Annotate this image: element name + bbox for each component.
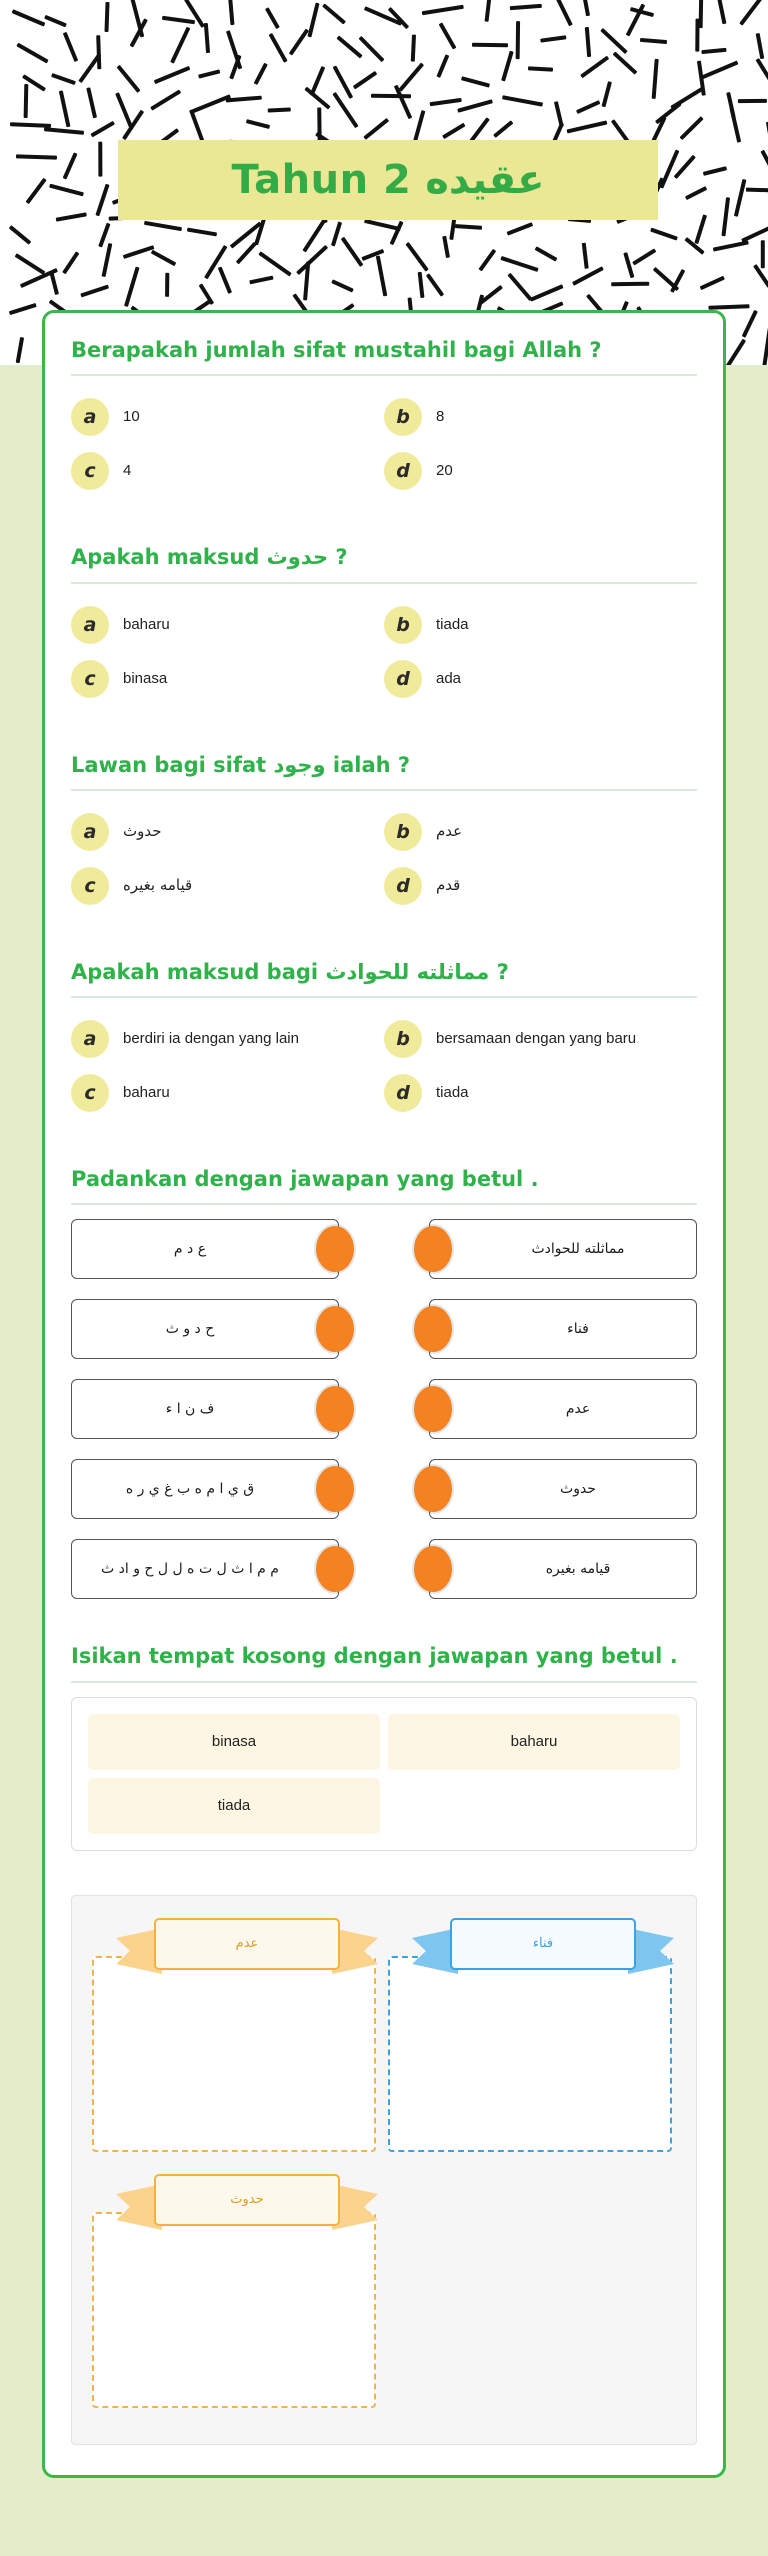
pattern-dash	[331, 279, 354, 292]
pattern-dash	[264, 7, 279, 29]
pattern-dash	[81, 285, 110, 298]
matching-prompt: Padankan dengan jawapan yang betul .	[71, 1167, 539, 1192]
dropzone-1[interactable]	[88, 1914, 384, 2170]
option-2d[interactable]	[384, 652, 697, 706]
pattern-dash	[422, 4, 464, 15]
ribbon-tail-left-icon	[412, 1928, 458, 1974]
pattern-dash	[95, 184, 109, 217]
option-4c[interactable]	[71, 1066, 384, 1120]
option-3a[interactable]	[71, 805, 384, 859]
pattern-dash	[650, 227, 677, 240]
pattern-dash	[600, 28, 627, 54]
pattern-dash	[296, 245, 328, 275]
option-list-4	[71, 1012, 697, 1120]
pattern-dash	[430, 98, 462, 106]
pattern-dash	[700, 61, 738, 80]
option-letter: b	[384, 1020, 422, 1058]
option-2c[interactable]	[71, 652, 384, 706]
match-right-label: مماثلته للحوادث	[531, 1240, 625, 1257]
pattern-dash	[580, 55, 609, 78]
option-label: ada	[436, 669, 462, 687]
dropzone-panel	[71, 1895, 697, 2445]
word-chip[interactable]: tiada	[88, 1778, 380, 1834]
pattern-dash	[701, 48, 727, 54]
pattern-dash	[236, 242, 257, 265]
pattern-dash	[187, 227, 217, 236]
pattern-dash	[502, 95, 543, 106]
match-right-item[interactable]	[429, 1459, 697, 1519]
pattern-dash	[259, 251, 293, 276]
option-letter: c	[71, 660, 109, 698]
pattern-dash	[254, 63, 268, 86]
option-label: 10	[123, 408, 140, 426]
option-letter: c	[71, 452, 109, 490]
word-bank-item[interactable]	[84, 1710, 384, 1774]
pattern-dash	[340, 237, 363, 268]
pattern-dash	[722, 197, 731, 237]
pattern-dash	[671, 87, 704, 110]
pattern-dash	[613, 52, 638, 75]
pattern-dash	[577, 100, 601, 114]
match-connector-knob[interactable]	[316, 1466, 354, 1512]
option-letter: b	[384, 606, 422, 644]
divider	[71, 1681, 697, 1683]
pattern-dash	[680, 116, 704, 140]
pattern-dash	[63, 32, 79, 62]
pattern-dash	[640, 38, 667, 44]
pattern-dash	[760, 150, 768, 173]
option-label: baharu	[123, 1084, 170, 1102]
pattern-dash	[154, 66, 191, 84]
match-left-item[interactable]	[71, 1219, 339, 1279]
pattern-dash	[117, 65, 141, 93]
pattern-dash	[16, 337, 24, 363]
pattern-dash	[322, 4, 346, 25]
pattern-dash	[55, 212, 86, 221]
divider	[71, 582, 697, 584]
pattern-dash	[8, 225, 31, 245]
divider	[71, 996, 697, 998]
pattern-dash	[144, 220, 182, 230]
pattern-dash	[442, 123, 466, 140]
match-connector-knob[interactable]	[316, 1226, 354, 1272]
option-letter: d	[384, 1074, 422, 1112]
match-connector-knob[interactable]	[316, 1306, 354, 1352]
question-block-1	[71, 337, 697, 498]
match-left-label: ع د م	[173, 1240, 207, 1257]
fill-blank-section	[71, 1643, 697, 1850]
pattern-dash	[16, 154, 58, 159]
pattern-dash	[104, 2, 109, 32]
match-right-item[interactable]	[429, 1539, 697, 1599]
pattern-dash	[695, 214, 708, 243]
pattern-dash	[62, 152, 77, 179]
option-label: قيامه بغيره	[123, 875, 193, 894]
match-left-label: م م ا ث ل ت ه ل ل ح و اد ث	[101, 1560, 279, 1577]
option-label: baharu	[123, 615, 170, 633]
ribbon-label: عدم	[235, 1936, 259, 1952]
pattern-dash	[699, 276, 725, 291]
pattern-dash	[218, 266, 232, 293]
pattern-dash	[405, 242, 429, 272]
ribbon-tail-left-icon	[116, 2184, 162, 2230]
pattern-dash	[455, 224, 483, 230]
pattern-dash	[695, 18, 699, 51]
pattern-dash	[227, 0, 234, 25]
ribbon-header	[450, 1918, 636, 1970]
pattern-dash	[91, 120, 115, 136]
pattern-dash	[515, 21, 519, 59]
pattern-dash	[582, 242, 589, 269]
option-4b[interactable]	[384, 1012, 697, 1066]
dropzone-2[interactable]	[384, 1914, 680, 2170]
pattern-dash	[535, 246, 558, 261]
match-connector-knob[interactable]	[414, 1226, 452, 1272]
pattern-dash	[26, 178, 47, 205]
matching-grid	[71, 1219, 697, 1599]
pattern-dash	[162, 16, 196, 25]
match-right-item[interactable]	[429, 1219, 697, 1279]
pattern-dash	[418, 271, 425, 297]
option-label: binasa	[123, 669, 168, 687]
pattern-dash	[632, 248, 656, 265]
option-letter: c	[71, 1074, 109, 1112]
option-label: 4	[123, 462, 132, 480]
option-letter: a	[71, 1020, 109, 1058]
word-bank-item[interactable]	[84, 1774, 384, 1838]
pattern-dash	[529, 284, 563, 301]
pattern-dash	[268, 32, 287, 62]
option-list-2	[71, 598, 697, 706]
option-label: tiada	[436, 615, 469, 633]
pattern-dash	[506, 223, 533, 237]
option-letter: d	[384, 660, 422, 698]
word-chip[interactable]: binasa	[88, 1714, 380, 1770]
match-right-label: عدم	[565, 1400, 591, 1417]
pattern-dash	[461, 76, 490, 88]
pattern-dash	[15, 253, 46, 275]
option-1d[interactable]	[384, 444, 697, 498]
pattern-dash	[755, 58, 768, 86]
pattern-dash	[652, 59, 659, 100]
pattern-dash	[623, 252, 634, 278]
pattern-dash	[16, 42, 48, 63]
pattern-dash	[411, 35, 416, 62]
ribbon-label: حدوث	[230, 2192, 264, 2208]
pattern-dash	[150, 89, 181, 110]
ribbon-tail-right-icon	[628, 1928, 674, 1974]
pattern-dash	[307, 3, 319, 38]
pattern-dash	[96, 35, 101, 69]
option-label: عدم	[436, 821, 463, 840]
question-block-4	[71, 959, 697, 1120]
option-3b[interactable]	[384, 805, 697, 859]
dropzone-area[interactable]	[92, 1956, 376, 2152]
pattern-dash	[376, 256, 388, 297]
pattern-dash	[364, 118, 390, 140]
option-letter: a	[71, 398, 109, 436]
match-left-item[interactable]	[71, 1539, 339, 1599]
option-letter: d	[384, 867, 422, 905]
divider	[71, 1203, 697, 1205]
question-prompt-1: Berapakah jumlah sifat mustahil bagi Allah ?	[71, 338, 602, 362]
word-bank-slot-empty	[384, 1774, 684, 1838]
pattern-dash	[426, 273, 444, 297]
option-label: حدوث	[123, 821, 162, 840]
pattern-dash	[62, 252, 79, 275]
match-connector-knob[interactable]	[414, 1386, 452, 1432]
pattern-dash	[436, 55, 449, 78]
matching-row	[71, 1219, 697, 1279]
match-left-item[interactable]	[71, 1299, 339, 1359]
option-letter: a	[71, 813, 109, 851]
word-bank-item[interactable]	[384, 1710, 684, 1774]
matching-section	[71, 1166, 697, 1599]
option-letter: d	[384, 452, 422, 490]
match-left-label: ق ي ا م ه ب غ ي ر ه	[125, 1480, 255, 1497]
pattern-dash	[246, 119, 270, 129]
pattern-dash	[288, 29, 308, 56]
ribbon-header	[154, 2174, 340, 2226]
option-label: tiada	[436, 1084, 469, 1102]
pattern-dash	[51, 73, 75, 85]
pattern-dash	[44, 15, 66, 27]
option-4a[interactable]	[71, 1012, 384, 1066]
option-list-1	[71, 390, 697, 498]
pattern-dash	[305, 86, 331, 109]
option-label: 8	[436, 408, 445, 426]
option-letter: a	[71, 606, 109, 644]
match-right-item[interactable]	[429, 1379, 697, 1439]
match-right-label: فناء	[567, 1320, 589, 1337]
pattern-dash	[741, 310, 757, 338]
question-prompt-3: Lawan bagi sifat وجود ialah ?	[71, 752, 411, 777]
pattern-dash	[50, 184, 85, 197]
question-prompt-4: Apakah maksud bagi مماثلته للحوادث ?	[71, 959, 509, 984]
pattern-dash	[361, 249, 384, 261]
option-label: قدم	[436, 875, 461, 894]
pattern-dash	[555, 0, 573, 27]
ribbon-header	[154, 1918, 340, 1970]
pattern-dash	[44, 127, 84, 135]
option-1c[interactable]	[71, 444, 384, 498]
ribbon-tail-right-icon	[332, 2184, 378, 2230]
pattern-dash	[500, 256, 538, 272]
pattern-dash	[685, 186, 707, 200]
pattern-dash	[98, 141, 102, 176]
pattern-dash	[457, 100, 493, 114]
divider	[71, 374, 697, 376]
match-connector-knob[interactable]	[414, 1466, 452, 1512]
match-right-label: حدوث	[560, 1480, 596, 1497]
option-3d[interactable]	[384, 859, 697, 913]
matching-row	[71, 1459, 697, 1519]
ribbon-header-wrap	[414, 1918, 672, 1974]
pattern-dash	[439, 22, 457, 49]
option-letter: b	[384, 813, 422, 851]
pattern-dash	[738, 99, 767, 103]
match-connector-knob[interactable]	[414, 1546, 452, 1592]
pattern-dash	[712, 240, 748, 251]
pattern-dash	[170, 27, 190, 64]
pattern-dash	[510, 4, 542, 10]
option-4d[interactable]	[384, 1066, 697, 1120]
worksheet-card	[42, 310, 726, 2478]
pattern-dash	[746, 187, 768, 192]
pattern-dash	[484, 0, 492, 22]
matching-row	[71, 1299, 697, 1359]
question-block-3	[71, 752, 697, 913]
pattern-dash	[151, 249, 177, 266]
pattern-dash	[572, 266, 604, 286]
pattern-dash	[493, 121, 513, 139]
match-left-item[interactable]	[71, 1379, 339, 1439]
option-3c[interactable]	[71, 859, 384, 913]
pattern-dash	[198, 70, 221, 79]
ribbon-header-wrap	[118, 1918, 376, 1974]
pattern-dash	[59, 91, 71, 128]
pattern-dash	[124, 267, 140, 308]
pattern-dash	[86, 87, 97, 119]
match-connector-knob[interactable]	[316, 1386, 354, 1432]
fill-blank-prompt: Isikan tempat kosong dengan jawapan yang betul .	[71, 1644, 678, 1669]
pattern-dash	[501, 50, 514, 81]
match-connector-knob[interactable]	[414, 1306, 452, 1352]
pattern-dash	[717, 0, 726, 24]
match-left-label: ح د و ث	[165, 1320, 215, 1337]
pattern-dash	[249, 276, 274, 285]
pattern-dash	[761, 240, 765, 268]
ribbon-header-wrap	[118, 2174, 376, 2230]
option-1b[interactable]	[384, 390, 697, 444]
pattern-dash	[734, 179, 747, 217]
pattern-dash	[739, 0, 764, 26]
pattern-dash	[204, 23, 210, 53]
pattern-dash	[267, 107, 290, 112]
pattern-dash	[331, 221, 342, 246]
word-chip[interactable]: baharu	[388, 1714, 680, 1770]
match-left-label: ف ن ا ء	[165, 1400, 215, 1417]
ribbon-tail-right-icon	[332, 1928, 378, 1974]
pattern-dash	[226, 96, 262, 103]
pattern-dash	[398, 62, 424, 91]
pattern-dash	[540, 36, 567, 43]
option-label: 20	[436, 462, 453, 480]
option-1a[interactable]	[71, 390, 384, 444]
pattern-dash	[353, 71, 377, 89]
page-title: عقيده Tahun 2	[231, 157, 545, 203]
option-label: bersamaan dengan yang baru	[436, 1030, 637, 1048]
match-right-label: قيامه بغيره	[545, 1560, 611, 1577]
pattern-dash	[762, 328, 768, 365]
matching-row	[71, 1379, 697, 1439]
pattern-dash	[566, 120, 607, 133]
match-connector-knob[interactable]	[316, 1546, 354, 1592]
option-letter: c	[71, 867, 109, 905]
option-label: berdiri ia dengan yang lain	[123, 1030, 299, 1048]
question-prompt-2: Apakah maksud حدوث ?	[71, 545, 348, 570]
dropzone-placeholder	[384, 2170, 680, 2426]
pattern-dash	[478, 249, 496, 271]
pattern-dash	[585, 27, 591, 57]
pattern-dash	[24, 84, 29, 118]
word-bank	[71, 1697, 697, 1851]
option-list-3	[71, 805, 697, 913]
pattern-dash	[528, 66, 553, 71]
pattern-dash	[49, 271, 59, 295]
pattern-dash	[371, 94, 411, 99]
pattern-dash	[333, 92, 359, 128]
match-right-item[interactable]	[429, 1299, 697, 1359]
pattern-dash	[611, 281, 649, 286]
word-chip-empty	[388, 1778, 680, 1834]
pattern-dash	[755, 33, 764, 59]
pattern-dash	[472, 43, 508, 48]
dropzone-area[interactable]	[388, 1956, 672, 2152]
match-left-item[interactable]	[71, 1459, 339, 1519]
pattern-dash	[703, 166, 727, 176]
categorize-section	[71, 1895, 697, 2445]
ribbon-label: فناء	[532, 1936, 554, 1952]
option-2b[interactable]	[384, 598, 697, 652]
title-banner	[118, 140, 658, 220]
dropzone-area[interactable]	[92, 2212, 376, 2408]
pattern-dash	[9, 303, 37, 315]
dropzone-3[interactable]	[88, 2170, 384, 2426]
question-block-2	[71, 544, 697, 705]
pattern-dash	[581, 0, 589, 16]
pattern-dash	[358, 36, 384, 62]
divider	[71, 789, 697, 791]
pattern-dash	[102, 243, 113, 277]
matching-row	[71, 1539, 697, 1599]
option-letter: b	[384, 398, 422, 436]
ribbon-tail-left-icon	[116, 1928, 162, 1974]
pattern-dash	[165, 273, 169, 297]
pattern-dash	[673, 155, 695, 180]
pattern-dash	[12, 10, 46, 27]
pattern-dash	[601, 81, 611, 107]
option-2a[interactable]	[71, 598, 384, 652]
